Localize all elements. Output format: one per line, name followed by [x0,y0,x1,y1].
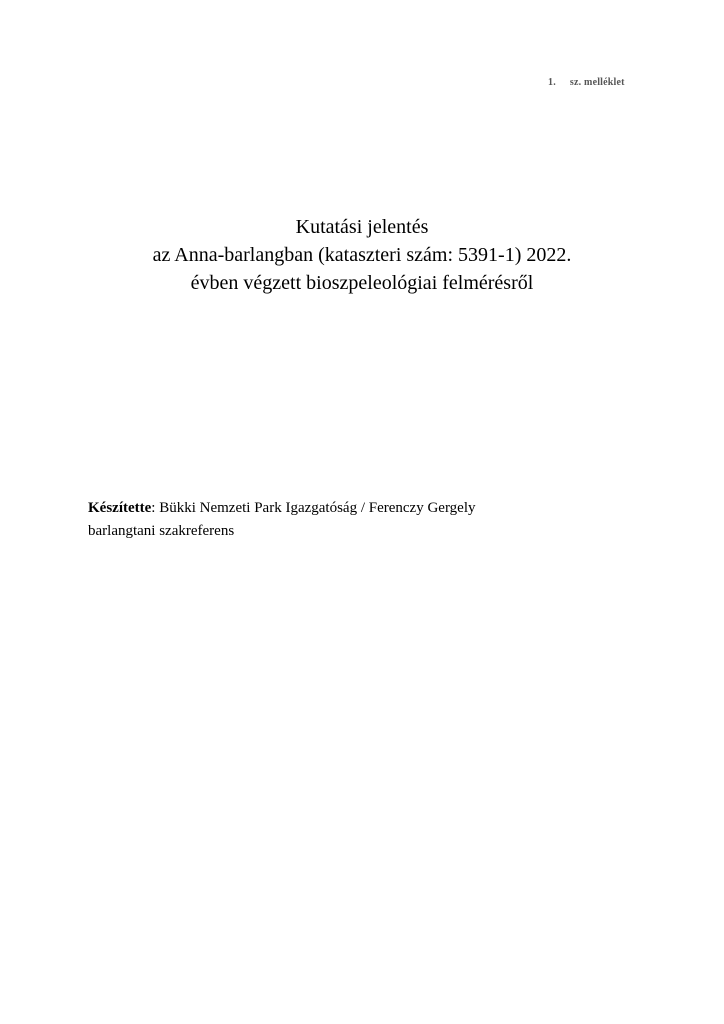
author-line-1 [88,497,476,520]
annex-number: 1. [548,77,556,88]
annex-note [548,77,625,88]
author-organization: Bükki Nemzeti Park Igazgatóság / Ferenczy Gergely [159,500,476,516]
title-line-3: évben végzett bioszpeleológiai felmérésről [190,272,534,294]
author-label: Készítette [88,500,152,516]
document-title [0,213,724,297]
author-block [88,497,476,543]
author-role: barlangtani szakreferens [88,523,235,539]
author-separator: : [151,500,160,516]
title-line-1: Kutatási jelentés [295,216,429,238]
title-line-2: az Anna-barlangban (kataszteri szám: 5391-1) 2022. [152,244,572,266]
annex-label: sz. melléklet [569,77,625,88]
